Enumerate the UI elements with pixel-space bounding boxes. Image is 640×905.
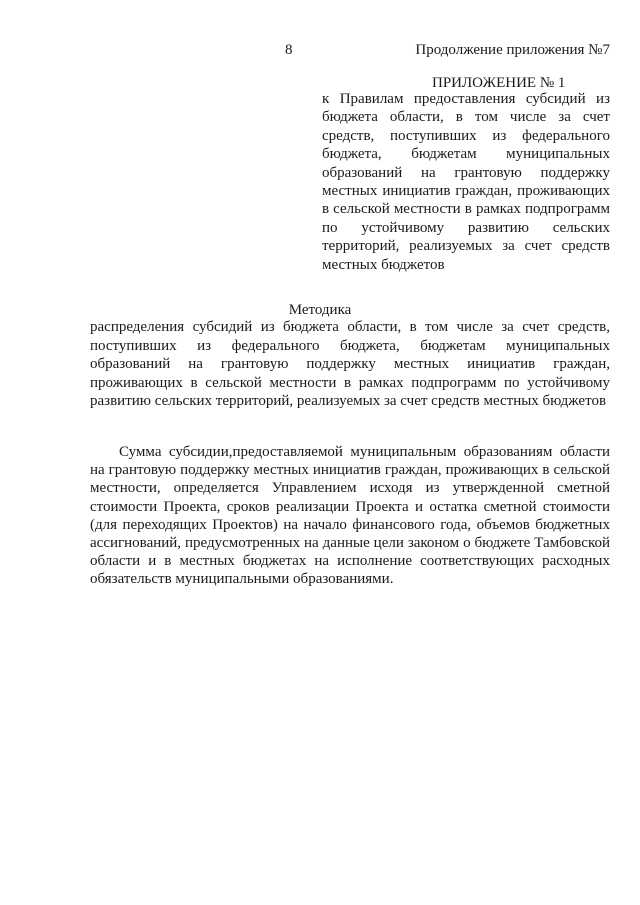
body-paragraph: Сумма субсидии,предоставляемой муниципальным образованиям области на грантовую поддержку местных инициатив граждан, проживающих в сельской местности, определяется Управлением исходя из утвержденной сметной стоимости Проекта, сроков реализации Проекта и остатка сметной стоимости (для переходящих Проектов) на начало финансового года, объемов бюджетных ассигнований, предусмотренных на данные цели законом о бюджете Тамбовской области и в местных бюджетах на исполнение соответствующих расходных обязательств муниципальными образованиями.: [90, 444, 610, 588]
continuation-label: Продолжение приложения №7: [415, 42, 610, 58]
appendix-reference-text: к Правилам предоставления субсидий из бюджета области, в том числе за счет средств, поступивших из федерального бюджета, бюджетам муниципальных образований на грантовую поддержку местных инициатив граждан, проживающих в сельской местности в рамках подпрограмм по устойчивому развитию сельских территорий, реализуемых за счет средств местных бюджетов: [322, 91, 610, 273]
page-number: 8: [285, 42, 293, 58]
methodology-title: Методика: [288, 302, 352, 318]
appendix-title: ПРИЛОЖЕНИЕ № 1: [432, 75, 566, 91]
methodology-subtitle: распределения субсидий из бюджета области, в том числе за счет средств, поступивших из федерального бюджета, бюджетам муниципальных образований на грантовую поддержку местных инициатив граждан, проживающих в сельской местности в рамках подпрограмм по устойчивому развитию сельских территорий, реализуемых за счет средств местных бюджетов: [90, 319, 610, 409]
